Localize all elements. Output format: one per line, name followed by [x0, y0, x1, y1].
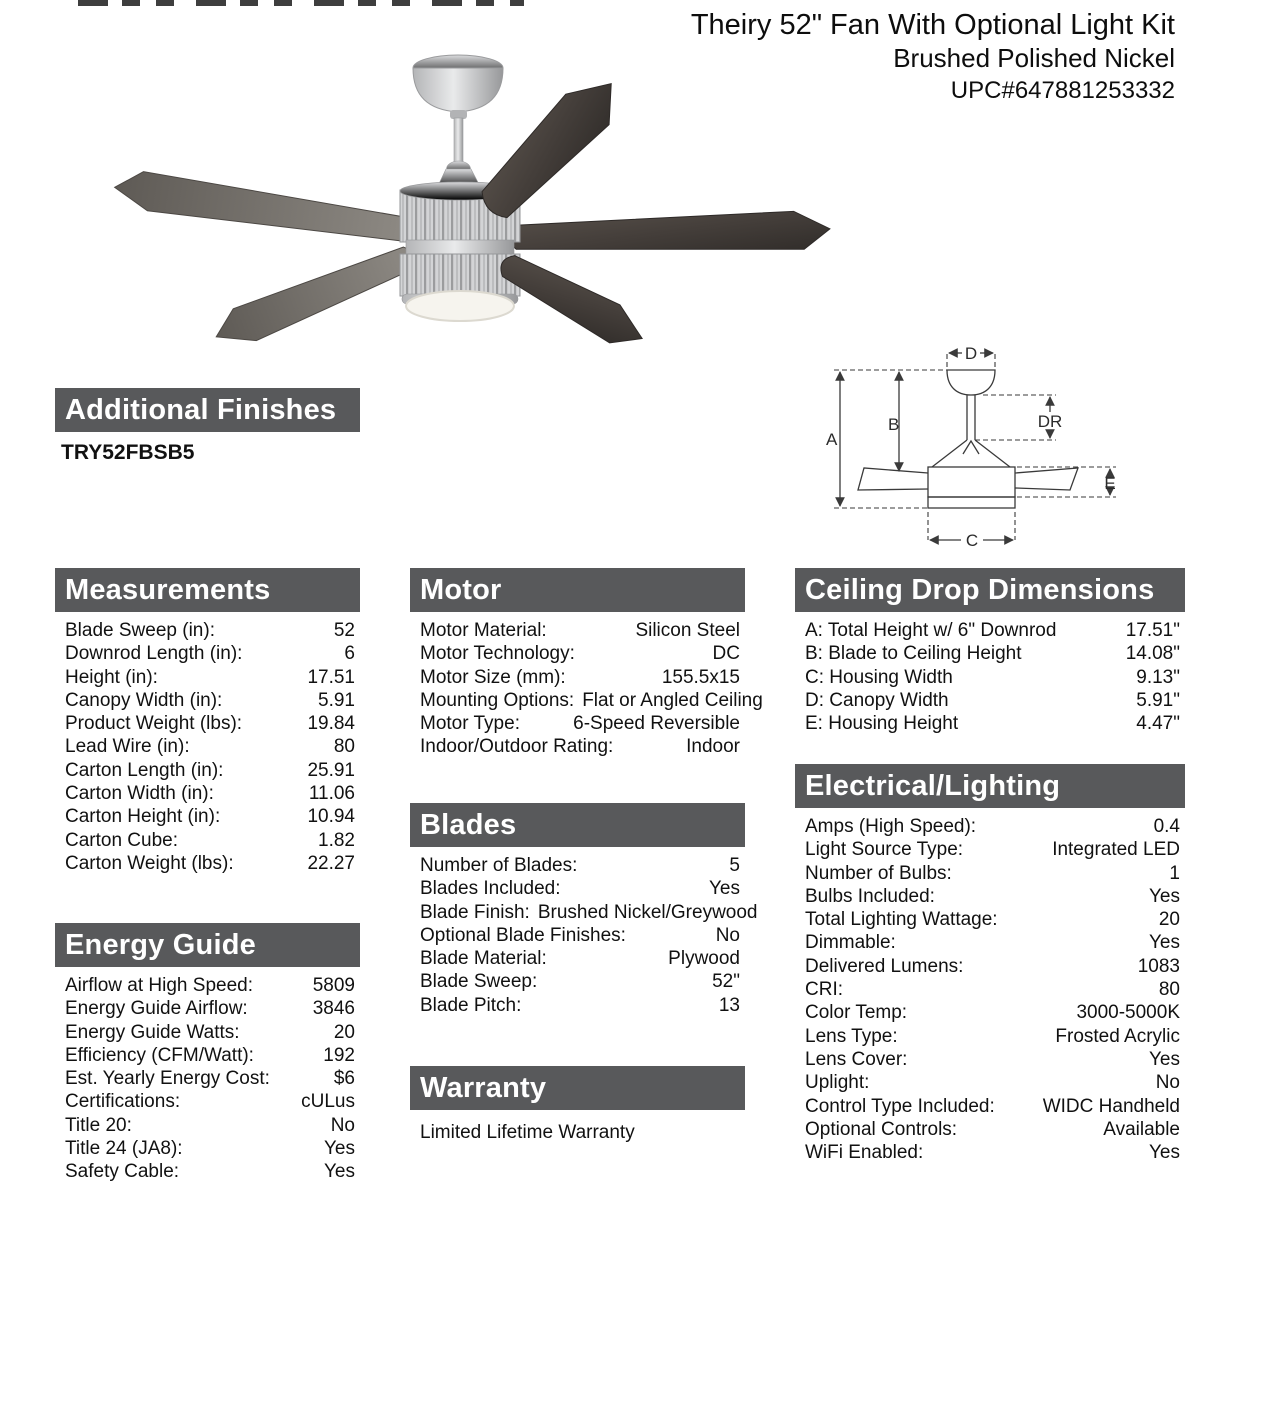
- section-heading: Blades: [410, 803, 745, 847]
- diagram-downrod: [967, 395, 975, 440]
- spec-value: 17.51": [1125, 620, 1180, 641]
- product-finish: Brushed Polished Nickel: [893, 43, 1175, 73]
- section-heading: Electrical/Lighting: [795, 764, 1185, 808]
- spec-label: Total Lighting Wattage:: [805, 909, 998, 931]
- dim-label-b: B: [888, 415, 900, 434]
- spec-row: [420, 877, 740, 900]
- spec-value: No: [715, 924, 740, 946]
- spec-value: Frosted Acrylic: [1055, 1025, 1180, 1047]
- spec-row: [420, 901, 758, 924]
- spec-row: [420, 854, 740, 877]
- fan-canopy: [413, 55, 503, 119]
- dimension-diagram: [820, 330, 1160, 565]
- spec-label: Lens Cover:: [805, 1048, 908, 1070]
- spec-label: Mounting Options:: [420, 689, 575, 711]
- spec-label: Uplight:: [805, 1072, 870, 1094]
- fan-blade: [209, 241, 422, 354]
- spec-row: [420, 994, 740, 1017]
- spec-label: C: Housing Width: [805, 666, 953, 688]
- spec-row: [420, 619, 740, 642]
- spec-row: [65, 712, 355, 735]
- spec-row: [805, 666, 1180, 689]
- spec-row: [420, 666, 740, 689]
- spec-value: 6: [344, 643, 355, 665]
- spec-label: Efficiency (CFM/Watt):: [65, 1044, 254, 1066]
- spec-row: [65, 619, 355, 642]
- spec-value: 19.84: [307, 713, 355, 735]
- section-energy-guide: [55, 923, 360, 1184]
- spec-row: [420, 970, 740, 993]
- spec-value: 5809: [312, 975, 355, 996]
- spec-row: [65, 974, 355, 997]
- spec-rows: [55, 619, 360, 875]
- section-additional-finishes: [55, 388, 360, 465]
- spec-row: [805, 642, 1180, 665]
- spec-label: Blade Pitch:: [420, 994, 522, 1016]
- spec-value: 17.51: [307, 666, 355, 688]
- spec-label: Optional Controls:: [805, 1118, 958, 1140]
- spec-rows: [795, 815, 1185, 1164]
- spec-label: Motor Material:: [420, 620, 547, 641]
- spec-row: [65, 689, 355, 712]
- spec-value: WIDC Handheld: [1042, 1095, 1180, 1117]
- spec-label: Blade Sweep (in):: [65, 620, 215, 641]
- spec-label: Carton Cube:: [65, 829, 179, 851]
- spec-row: [65, 805, 355, 828]
- spec-value: 52": [712, 971, 740, 993]
- spec-label: Number of Blades:: [420, 855, 578, 876]
- spec-row: [805, 931, 1180, 954]
- spec-value: 1083: [1137, 955, 1180, 977]
- spec-value: No: [1155, 1072, 1180, 1094]
- spec-row: [805, 1141, 1180, 1164]
- spec-row: [805, 955, 1180, 978]
- dim-label-c: C: [965, 531, 979, 550]
- spec-label: Motor Technology:: [420, 643, 575, 665]
- spec-row: [805, 815, 1180, 838]
- spec-value: Yes: [1149, 932, 1180, 954]
- spec-label: Airflow at High Speed:: [65, 975, 253, 996]
- spec-label: Blade Sweep:: [420, 971, 538, 993]
- spec-label: Energy Guide Airflow:: [65, 998, 248, 1020]
- product-photo: [100, 38, 840, 368]
- diagram-canopy: [947, 370, 995, 395]
- spec-value: cULus: [301, 1091, 355, 1113]
- spec-value: 1: [1169, 862, 1180, 884]
- spec-label: Lens Type:: [805, 1025, 898, 1047]
- spec-row: [420, 924, 740, 947]
- fan-blade: [509, 211, 830, 253]
- spec-value: Yes: [709, 878, 740, 900]
- spec-label: Number of Bulbs:: [805, 862, 952, 884]
- spec-label: Bulbs Included:: [805, 885, 935, 907]
- spec-row: [420, 947, 740, 970]
- spec-row: [805, 1095, 1180, 1118]
- spec-label: Title 24 (JA8):: [65, 1138, 183, 1160]
- spec-label: CRI:: [805, 979, 843, 1001]
- spec-label: E: Housing Height: [805, 713, 959, 735]
- spec-value: 5.91: [318, 689, 355, 711]
- spec-row: [805, 1048, 1180, 1071]
- section-heading: Measurements: [55, 568, 360, 612]
- fan-downrod: [436, 118, 482, 190]
- spec-row: [805, 619, 1180, 642]
- spec-row: [805, 908, 1180, 931]
- spec-value: Brushed Nickel/Greywood: [537, 901, 758, 923]
- diagram-flare: [932, 440, 1010, 467]
- section-heading: Additional Finishes: [55, 388, 360, 432]
- spec-value: 20: [333, 1021, 355, 1043]
- product-title: Theiry 52" Fan With Optional Light Kit: [690, 9, 1175, 41]
- spec-row: [805, 1071, 1180, 1094]
- spec-value: Yes: [324, 1138, 355, 1160]
- spec-label: Carton Width (in):: [65, 783, 214, 805]
- spec-label: B: Blade to Ceiling Height: [805, 643, 1022, 665]
- spec-rows: [795, 619, 1185, 735]
- spec-row: [805, 1025, 1180, 1048]
- spec-label: Carton Weight (lbs):: [65, 852, 234, 874]
- spec-row: [65, 759, 355, 782]
- spec-row: [805, 1118, 1180, 1141]
- spec-value: 3000-5000K: [1076, 1002, 1180, 1024]
- spec-value: 5: [729, 855, 740, 876]
- dim-label-a: A: [826, 430, 838, 449]
- section-ceiling-drop-dimensions: [795, 568, 1185, 735]
- spec-row: [65, 852, 355, 875]
- spec-rows: [410, 854, 758, 1017]
- spec-row: [805, 712, 1180, 735]
- spec-value: 192: [323, 1044, 355, 1066]
- spec-row: [65, 782, 355, 805]
- spec-row: [65, 1044, 355, 1067]
- spec-value: 20: [1158, 909, 1180, 931]
- spec-value: 52: [333, 620, 355, 641]
- fan-blade: [112, 168, 414, 252]
- section-warranty: [410, 1066, 745, 1144]
- spec-label: Title 20:: [65, 1114, 132, 1136]
- fan-light-lens: [406, 291, 514, 321]
- dim-label-d: D: [964, 344, 978, 363]
- spec-value: 3846: [312, 998, 355, 1020]
- spec-row: [65, 1067, 355, 1090]
- spec-row: [805, 838, 1180, 861]
- spec-label: Color Temp:: [805, 1002, 908, 1024]
- spec-label: Blades Included:: [420, 878, 561, 900]
- spec-label: Est. Yearly Energy Cost:: [65, 1068, 270, 1090]
- spec-value: 5.91": [1136, 689, 1180, 711]
- dim-label-dr: DR: [1037, 412, 1063, 431]
- spec-rows: [55, 974, 360, 1184]
- section-blades: [410, 803, 758, 1017]
- spec-value: 10.94: [307, 806, 355, 828]
- spec-value: 22.27: [307, 852, 355, 874]
- spec-label: Dimmable:: [805, 932, 896, 954]
- cropped-text-fragment: [78, 0, 524, 6]
- spec-label: Blade Material:: [420, 948, 547, 970]
- spec-value: Yes: [1149, 1142, 1180, 1164]
- spec-row: [65, 642, 355, 665]
- spec-label: Lead Wire (in):: [65, 736, 190, 758]
- spec-label: Amps (High Speed):: [805, 816, 977, 837]
- spec-value: $6: [333, 1068, 355, 1090]
- section-heading: Energy Guide: [55, 923, 360, 967]
- spec-rows: [410, 619, 763, 759]
- diagram-left-blade: [858, 468, 928, 490]
- spec-row: [420, 642, 740, 665]
- spec-value: Yes: [324, 1161, 355, 1183]
- spec-value: 80: [1158, 979, 1180, 1001]
- spec-value: 1.82: [318, 829, 355, 851]
- spec-row: [65, 735, 355, 758]
- spec-label: Certifications:: [65, 1091, 181, 1113]
- spec-value: Yes: [1149, 885, 1180, 907]
- spec-value: Integrated LED: [1052, 839, 1180, 861]
- spec-value: Available: [1103, 1118, 1180, 1140]
- diagram-housing-band: [928, 497, 1015, 508]
- spec-value: Plywood: [668, 948, 740, 970]
- spec-row: [65, 829, 355, 852]
- spec-label: Motor Size (mm):: [420, 666, 566, 688]
- spec-row: [65, 1160, 355, 1183]
- spec-label: D: Canopy Width: [805, 689, 949, 711]
- spec-row: [65, 1137, 355, 1160]
- spec-label: WiFi Enabled:: [805, 1142, 924, 1164]
- spec-value: 6-Speed Reversible: [573, 713, 740, 735]
- spec-label: Control Type Included:: [805, 1095, 995, 1117]
- spec-row: [420, 735, 740, 758]
- spec-value: DC: [712, 643, 740, 665]
- spec-label: Canopy Width (in):: [65, 689, 223, 711]
- spec-label: Safety Cable:: [65, 1161, 180, 1183]
- spec-row: [65, 1090, 355, 1113]
- spec-row: [420, 712, 740, 735]
- spec-value: 155.5x15: [661, 666, 740, 688]
- spec-label: A: Total Height w/ 6" Downrod: [805, 620, 1057, 641]
- spec-value: 11.06: [308, 783, 355, 805]
- spec-label: Motor Type:: [420, 713, 520, 735]
- spec-row: [420, 689, 763, 712]
- product-upc: UPC#647881253332: [950, 77, 1175, 104]
- spec-label: Product Weight (lbs):: [65, 713, 243, 735]
- spec-label: Downrod Length (in):: [65, 643, 243, 665]
- section-electrical-lighting: [795, 764, 1185, 1164]
- finish-code: TRY52FBSB5: [61, 441, 195, 464]
- spec-row: [65, 1021, 355, 1044]
- spec-row: [805, 689, 1180, 712]
- spec-value: 25.91: [307, 759, 355, 781]
- section-heading: Motor: [410, 568, 745, 612]
- spec-label: Carton Length (in):: [65, 759, 224, 781]
- spec-value: 14.08": [1125, 643, 1180, 665]
- section-heading: Warranty: [410, 1066, 745, 1110]
- spec-value: 9.13": [1136, 666, 1180, 688]
- diagram-right-blade: [1015, 468, 1078, 490]
- spec-row: [65, 997, 355, 1020]
- spec-value: Indoor: [686, 736, 740, 758]
- spec-label: Delivered Lumens:: [805, 955, 964, 977]
- section-motor: [410, 568, 763, 759]
- spec-value: 0.4: [1153, 816, 1180, 837]
- spec-value: 13: [718, 994, 740, 1016]
- spec-row: [65, 666, 355, 689]
- warranty-text: Limited Lifetime Warranty: [420, 1122, 635, 1143]
- spec-label: Optional Blade Finishes:: [420, 924, 626, 946]
- spec-value: Yes: [1149, 1048, 1180, 1070]
- spec-label: Blade Finish:: [420, 901, 530, 923]
- spec-row: [805, 862, 1180, 885]
- section-heading: Ceiling Drop Dimensions: [795, 568, 1185, 612]
- spec-value: Silicon Steel: [635, 620, 740, 641]
- diagram-housing: [928, 467, 1015, 497]
- spec-row: [65, 1114, 355, 1137]
- spec-label: Indoor/Outdoor Rating:: [420, 736, 614, 758]
- section-measurements: [55, 568, 360, 875]
- spec-value: 4.47": [1136, 713, 1180, 735]
- spec-value: 80: [333, 736, 355, 758]
- spec-label: Energy Guide Watts:: [65, 1021, 240, 1043]
- spec-value: No: [330, 1114, 355, 1136]
- spec-row: [805, 1001, 1180, 1024]
- spec-label: Carton Height (in):: [65, 806, 221, 828]
- spec-label: Light Source Type:: [805, 839, 964, 861]
- spec-row: [805, 885, 1180, 908]
- spec-value: Flat or Angled Ceiling: [582, 689, 763, 711]
- spec-label: Height (in):: [65, 666, 158, 688]
- spec-row: [805, 978, 1180, 1001]
- dim-label-e: E: [1104, 474, 1116, 493]
